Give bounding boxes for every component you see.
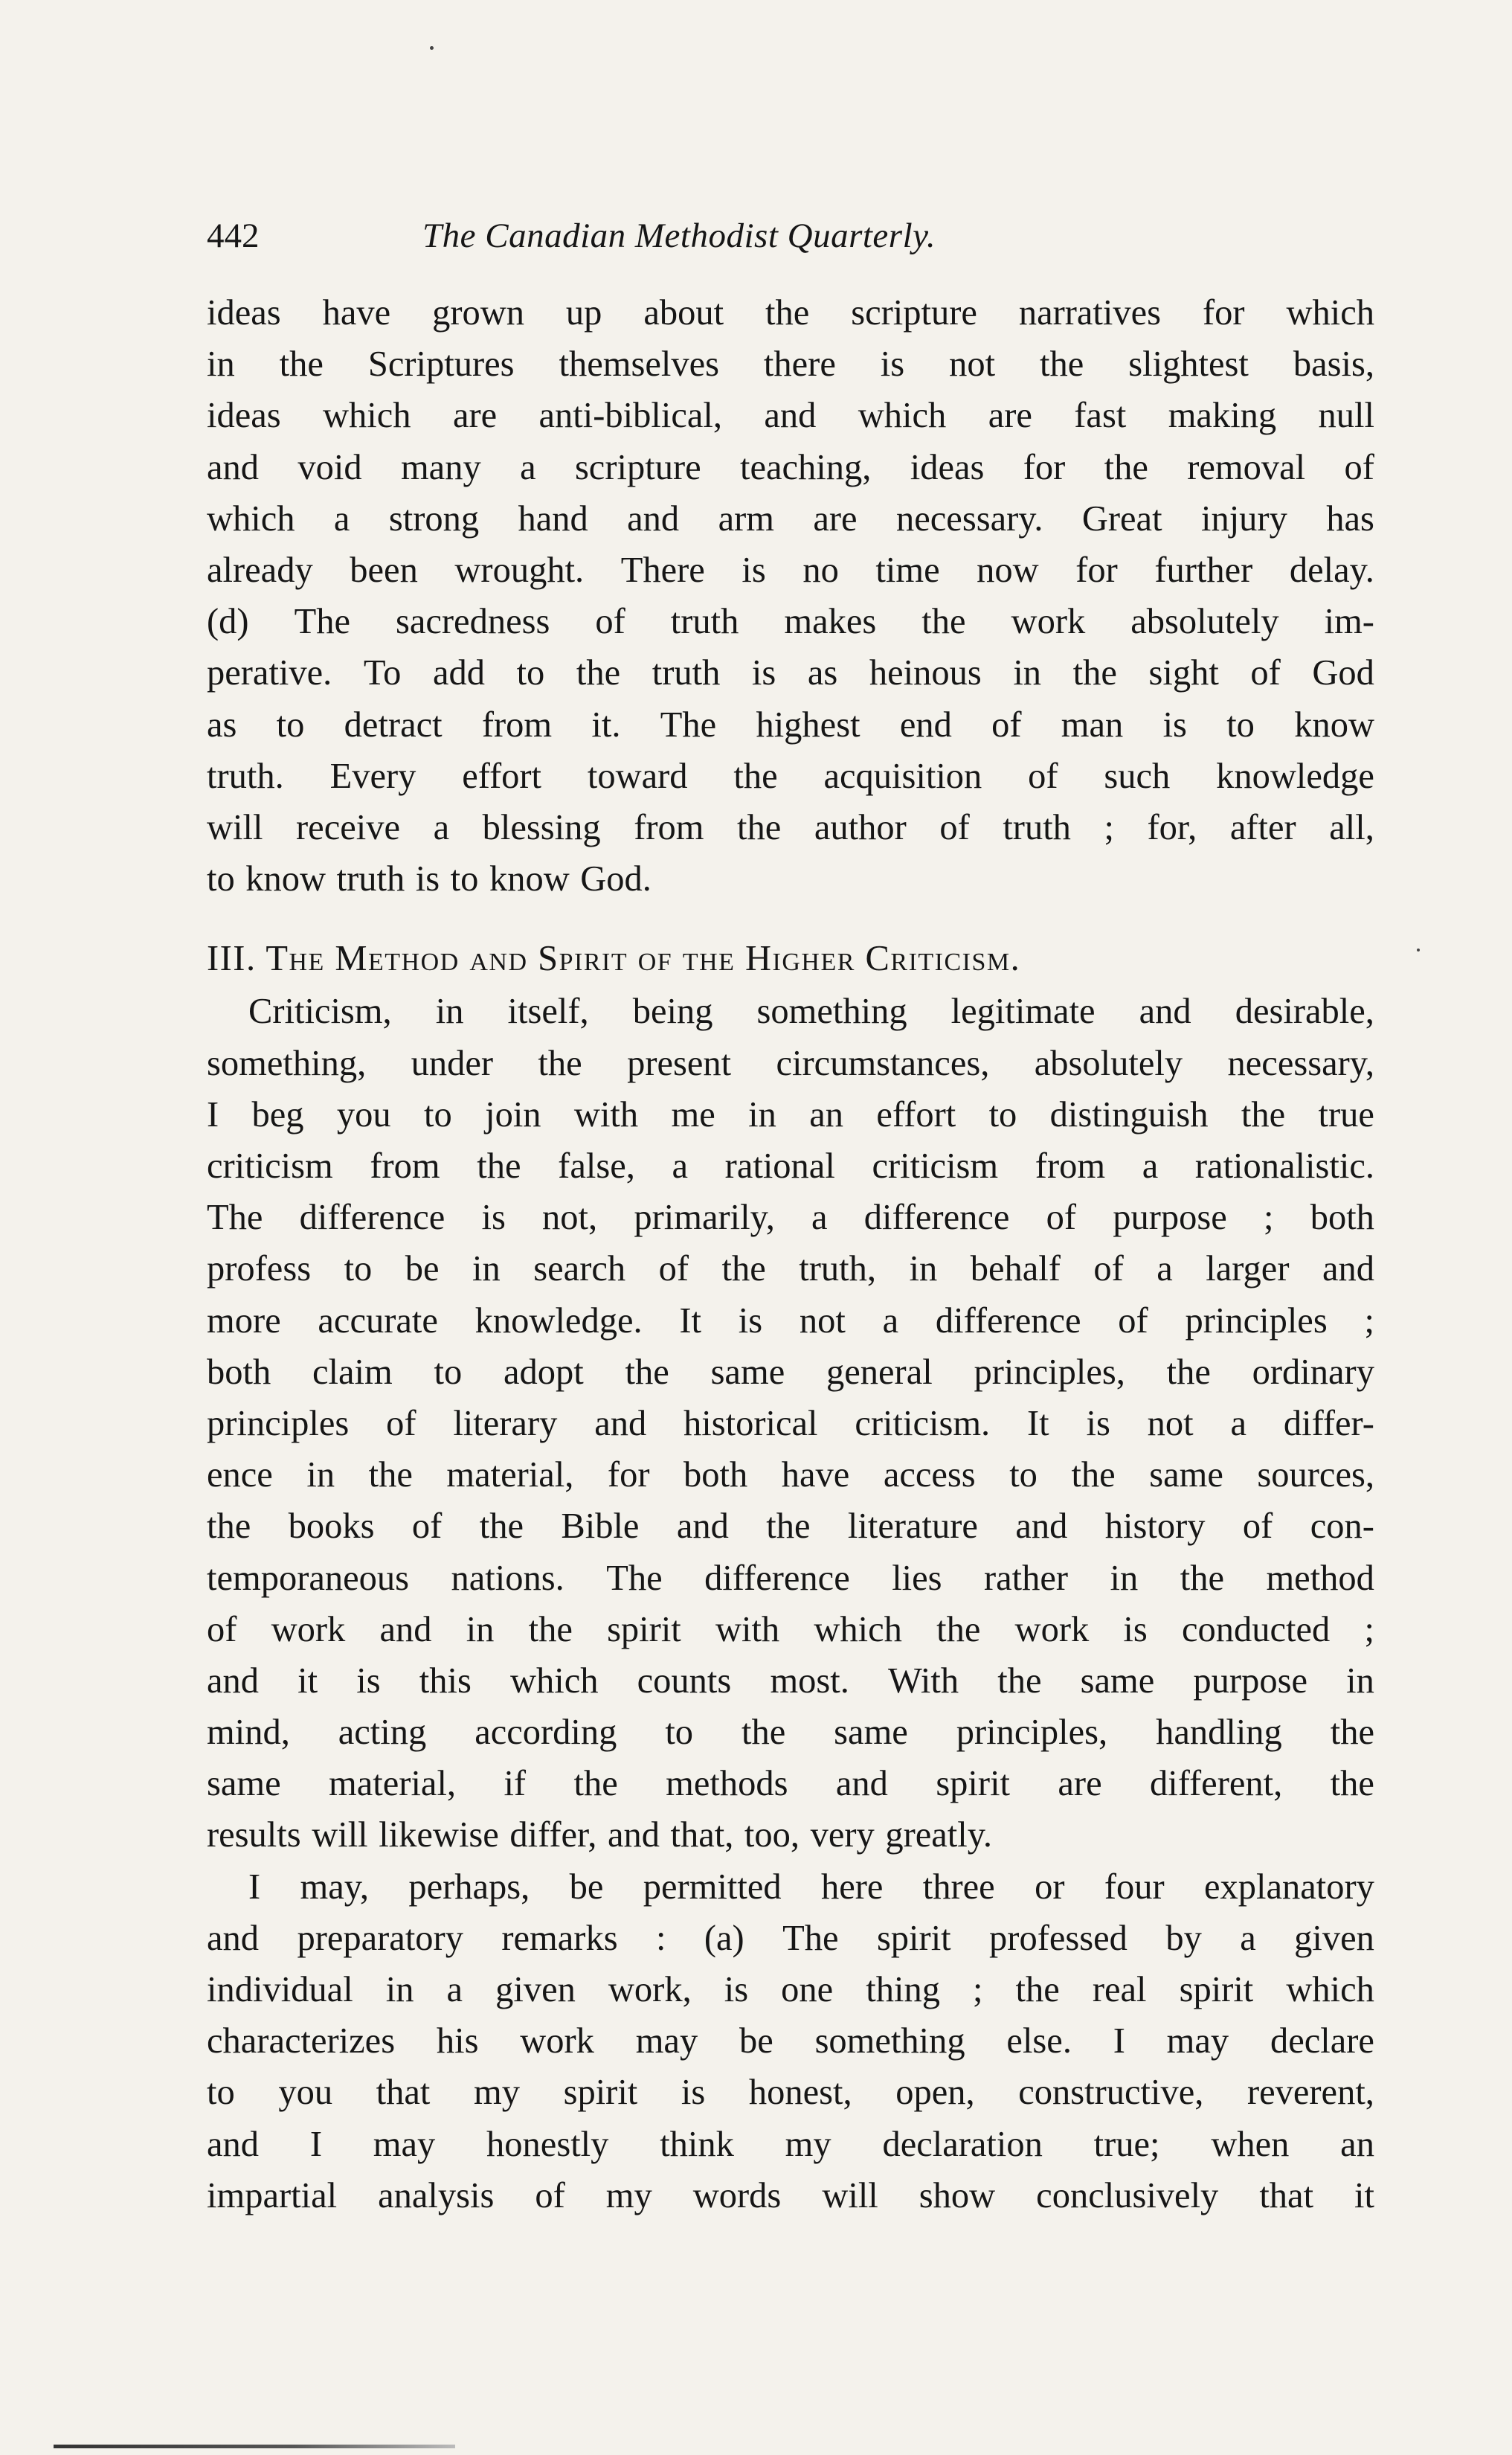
text-line: Criticism, in itself, being something legitimate and desirable,: [248, 992, 1374, 1032]
text-line: principles of literary and historical criticism. It is not a differ-: [207, 1403, 1374, 1443]
text-line: The difference is not, primarily, a difference of purpose ; both: [207, 1198, 1374, 1238]
text-line: something, under the present circumstances, absolutely necessary,: [207, 1043, 1374, 1083]
text-line: I may, perhaps, be permitted here three or four explanatory: [248, 1867, 1374, 1907]
text-line: and it is this which counts most. With the same purpose in: [207, 1660, 1374, 1701]
page-number: 442: [207, 216, 260, 255]
print-speck: [430, 46, 434, 50]
text-line: ideas have grown up about the scripture narratives for which: [207, 293, 1374, 333]
book-page: [207, 216, 1374, 2221]
text-line: results will likewise differ, and that, too, very greatly.: [207, 1815, 992, 1855]
text-line: to know truth is to know God.: [207, 859, 652, 899]
text-line: the books of the Bible and the literature and history of con-: [207, 1506, 1374, 1547]
text-line: individual in a given work, is one thing ; the real spirit which: [207, 1970, 1374, 2009]
paragraph-continued: [207, 287, 1374, 905]
text-line: both claim to adopt the same general principles, the ordinary: [207, 1352, 1374, 1392]
text-line: I beg you to join with me in an effort to distinguish the true: [207, 1094, 1374, 1135]
text-line: impartial analysis of my words will show conclusively that it: [207, 2175, 1374, 2215]
page-header: [207, 216, 1374, 275]
text-line: ence in the material, for both have access to the same sources,: [207, 1455, 1374, 1495]
text-line: ideas which are anti-biblical, and which are fast making null: [207, 396, 1374, 436]
paragraph-explanatory-remarks: [207, 1861, 1374, 2221]
footer-rule: [54, 2445, 455, 2448]
text-line: of work and in the spirit with which the work is conducted ;: [207, 1609, 1374, 1649]
text-line: will receive a blessing from the author of truth ; for, after all,: [207, 807, 1374, 847]
text-line: temporaneous nations. The difference lies rather in the method: [207, 1558, 1374, 1598]
text-line: same material, if the methods and spirit are different, the: [207, 1764, 1374, 1804]
text-line: and preparatory remarks : (a) The spirit professed by a given: [207, 1918, 1374, 1958]
text-line: and void many a scripture teaching, ideas for the removal of: [207, 447, 1374, 487]
text-line: perative. To add to the truth is as heinous in the sight of God: [207, 653, 1374, 693]
text-line: and I may honestly think my declaration true; when an: [207, 2124, 1374, 2164]
text-line: to you that my spirit is honest, open, constructive, reverent,: [207, 2073, 1374, 2113]
text-line: more accurate knowledge. It is not a difference of principles ;: [207, 1300, 1374, 1341]
text-line: characterizes his work may be something else. I may declare: [207, 2021, 1374, 2061]
text-line: mind, acting according to the same principles, handling the: [207, 1713, 1374, 1753]
section-heading: III. The Method and Spirit of the Higher Criticism.: [207, 939, 1021, 979]
text-line: in the Scriptures themselves there is not the slightest basis,: [207, 344, 1374, 385]
print-speck: [1417, 949, 1420, 951]
text-line: which a strong hand and arm are necessary. Great injury has: [207, 498, 1374, 539]
text-line: truth. Every effort toward the acquisition of such knowledge: [207, 756, 1374, 796]
text-line: as to detract from it. The highest end of man is to know: [207, 705, 1374, 745]
paragraph-method-spirit: [207, 986, 1374, 1861]
text-line: profess to be in search of the truth, in behalf of a larger and: [207, 1249, 1374, 1289]
text-line: (d) The sacredness of truth makes the work absolutely im-: [207, 602, 1374, 642]
running-title: The Canadian Methodist Quarterly.: [422, 216, 936, 255]
text-line: already been wrought. There is no time now for further delay.: [207, 550, 1374, 590]
text-line: criticism from the false, a rational criticism from a rationalistic.: [207, 1146, 1374, 1186]
